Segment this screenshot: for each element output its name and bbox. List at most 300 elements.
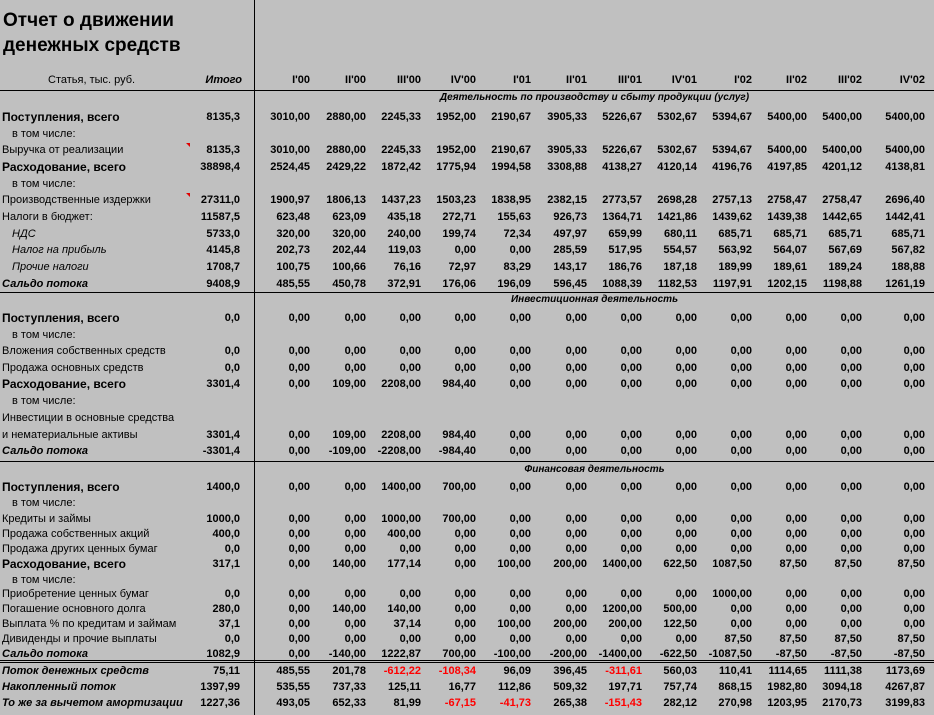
row-value: 2757,13 [712, 194, 752, 206]
row-value: 0,00 [454, 588, 476, 600]
row-value: 700,00 [442, 513, 476, 525]
row-label: Расходование, всего [2, 377, 126, 391]
row-value: 96,09 [503, 665, 531, 677]
row-label: Расходование, всего [2, 557, 126, 571]
row-value: 0,00 [565, 429, 587, 441]
row-value: 0,00 [399, 633, 421, 645]
row-value: 1202,15 [767, 278, 807, 290]
row-value: 0,00 [288, 445, 310, 457]
row-value: 0,00 [903, 513, 925, 525]
row-value: -1087,50 [708, 648, 752, 660]
row-total: 1082,9 [206, 648, 240, 660]
row-value: 87,50 [834, 558, 862, 570]
row-total: 3301,4 [206, 429, 240, 441]
row-value: 0,00 [840, 445, 862, 457]
row-value: 0,00 [675, 378, 697, 390]
row-value: 0,00 [509, 481, 531, 493]
row-value: 0,00 [288, 543, 310, 555]
row-value: 497,97 [553, 228, 587, 240]
row-value: 0,00 [454, 362, 476, 374]
row-value: 700,00 [442, 481, 476, 493]
row-value: 0,00 [509, 603, 531, 615]
row-value: 282,12 [663, 697, 697, 709]
header-quarter: I'00 [292, 74, 310, 86]
row-total: 75,11 [213, 665, 240, 677]
row-value: 450,78 [332, 278, 366, 290]
row-total: 280,0 [212, 603, 240, 615]
row-value: 0,00 [344, 513, 366, 525]
row-value: 485,55 [276, 665, 310, 677]
row-value: 2382,15 [547, 194, 587, 206]
row-value: 0,00 [730, 528, 752, 540]
row-label: Сальдо потока [2, 278, 89, 290]
row-value: 0,00 [344, 633, 366, 645]
table-row [0, 176, 934, 193]
row-value: 5226,67 [602, 144, 642, 156]
row-total: 4145,8 [206, 244, 240, 256]
row-value: 5400,00 [767, 144, 807, 156]
row-value: 685,71 [718, 228, 752, 240]
row-value: 737,33 [332, 681, 366, 693]
row-value: 0,00 [840, 378, 862, 390]
row-value: 3094,18 [822, 681, 862, 693]
table-row [0, 495, 934, 512]
row-label: Выручка от реализации [2, 144, 124, 156]
row-value: 0,00 [288, 633, 310, 645]
row-value: 0,00 [903, 345, 925, 357]
row-value: -87,50 [830, 648, 862, 660]
row-value: 0,00 [903, 618, 925, 630]
table-row [0, 343, 934, 360]
row-value: 0,00 [344, 618, 366, 630]
row-value: 0,00 [454, 244, 476, 256]
row-value: 0,00 [903, 543, 925, 555]
row-total: 9408,9 [206, 278, 240, 290]
row-value: 2429,22 [326, 161, 366, 173]
row-total: 8135,3 [206, 144, 240, 156]
row-value: 0,00 [399, 362, 421, 374]
row-value: 0,00 [785, 603, 807, 615]
row-value: 109,00 [332, 429, 366, 441]
row-value: 1173,69 [885, 665, 925, 677]
row-value: -311,61 [605, 665, 642, 677]
row-value: 0,00 [620, 633, 642, 645]
row-value: 0,00 [785, 345, 807, 357]
row-value: 1421,86 [657, 211, 697, 223]
table-row [0, 242, 934, 259]
row-value: 0,00 [730, 603, 752, 615]
row-value: 1364,71 [602, 211, 642, 223]
row-value: 189,61 [773, 261, 807, 273]
title-line-2: денежных средств [3, 35, 181, 56]
row-label: Выплата % по кредитам и займам [2, 618, 177, 630]
row-value: 0,00 [675, 362, 697, 374]
row-value: 0,00 [840, 618, 862, 630]
row-value: 0,00 [675, 312, 697, 324]
row-divider [0, 292, 934, 293]
row-value: 0,00 [785, 429, 807, 441]
row-value: 0,00 [903, 378, 925, 390]
row-value: 0,00 [675, 429, 697, 441]
row-value: 685,71 [828, 228, 862, 240]
row-divider [0, 660, 934, 661]
table-row [0, 142, 934, 159]
row-value: 0,00 [785, 481, 807, 493]
row-value: 1114,65 [768, 665, 807, 677]
row-value: 984,40 [442, 429, 476, 441]
row-value: 2190,67 [491, 144, 531, 156]
row-value: 140,00 [332, 603, 366, 615]
row-value: 2208,00 [381, 378, 421, 390]
row-value: 984,40 [442, 378, 476, 390]
row-value: 1087,50 [712, 558, 752, 570]
row-value: 196,09 [497, 278, 531, 290]
row-value: 5302,67 [657, 111, 697, 123]
row-value: 5302,67 [657, 144, 697, 156]
row-value: 0,00 [675, 588, 697, 600]
row-value: 1806,13 [326, 194, 366, 206]
table-row [0, 109, 934, 126]
row-value: 0,00 [509, 513, 531, 525]
row-value: 189,99 [718, 261, 752, 273]
row-value: 0,00 [785, 362, 807, 374]
table-row [0, 159, 934, 176]
row-value: 0,00 [565, 543, 587, 555]
table-row [0, 310, 934, 327]
row-value: 189,24 [828, 261, 862, 273]
row-label: Продажа других ценных бумаг [2, 543, 158, 555]
table-row [0, 376, 934, 393]
row-value: 0,00 [509, 588, 531, 600]
row-value: 0,00 [509, 429, 531, 441]
row-value: 4138,27 [602, 161, 642, 173]
row-value: 2698,28 [657, 194, 697, 206]
row-value: 177,14 [387, 558, 421, 570]
row-value: 1982,80 [767, 681, 807, 693]
row-label: Накопленный поток [2, 681, 116, 693]
row-value: 0,00 [344, 312, 366, 324]
row-value: 87,50 [724, 633, 752, 645]
row-divider [0, 662, 934, 663]
table-row [0, 126, 934, 143]
row-label: и нематериальные активы [2, 429, 138, 441]
row-value: -2208,00 [377, 445, 421, 457]
row-value: 0,00 [509, 445, 531, 457]
row-value: -612,22 [383, 665, 421, 677]
row-value: 3199,83 [885, 697, 925, 709]
row-value: 0,00 [454, 528, 476, 540]
row-value: 0,00 [903, 528, 925, 540]
row-label: в том числе: [12, 329, 76, 341]
row-value: 652,33 [332, 697, 366, 709]
row-value: 186,76 [608, 261, 642, 273]
row-value: 2524,45 [270, 161, 310, 173]
row-value: 0,00 [840, 312, 862, 324]
row-value: 2880,00 [326, 144, 366, 156]
row-value: 0,00 [399, 312, 421, 324]
row-label: Вложения собственных средств [2, 345, 166, 357]
row-value: 285,59 [553, 244, 587, 256]
header-quarter: II'02 [786, 74, 807, 86]
row-value: 2245,33 [381, 144, 421, 156]
row-value: 622,50 [663, 558, 697, 570]
row-value: 2170,73 [822, 697, 862, 709]
row-value: 0,00 [565, 603, 587, 615]
row-value: 680,11 [663, 228, 697, 240]
row-total: 1227,36 [200, 697, 240, 709]
row-value: 0,00 [288, 603, 310, 615]
row-value: 2208,00 [381, 429, 421, 441]
row-value: 685,71 [773, 228, 807, 240]
row-value: 493,05 [276, 697, 310, 709]
row-label: Поступления, всего [2, 480, 120, 494]
row-total: 0,0 [224, 345, 240, 357]
header-quarter: IV'02 [899, 74, 925, 86]
row-value: 87,50 [897, 633, 925, 645]
row-value: -622,50 [659, 648, 697, 660]
row-value: 0,00 [454, 633, 476, 645]
row-value: 155,63 [497, 211, 531, 223]
row-value: 0,00 [288, 481, 310, 493]
row-total: 0,0 [224, 633, 240, 645]
table-header [0, 74, 934, 91]
row-total: 27311,0 [200, 194, 240, 206]
row-value: 3905,33 [547, 144, 587, 156]
row-label: в том числе: [12, 128, 76, 140]
row-value: 623,48 [276, 211, 310, 223]
row-value: 0,00 [785, 513, 807, 525]
section-title-investing: Инвестиционная деятельность [510, 294, 679, 305]
row-value: 0,00 [785, 618, 807, 630]
row-value: 176,06 [442, 278, 476, 290]
row-value: 0,00 [675, 513, 697, 525]
row-value: 509,32 [553, 681, 587, 693]
row-value: 0,00 [903, 429, 925, 441]
row-label: Кредиты и займы [2, 513, 91, 525]
row-value: 270,98 [718, 697, 752, 709]
row-value: 0,00 [509, 244, 531, 256]
row-value: 1442,41 [885, 211, 925, 223]
table-row [0, 226, 934, 243]
row-value: -109,00 [328, 445, 366, 457]
row-value: 560,03 [663, 665, 697, 677]
row-value: 87,50 [834, 633, 862, 645]
row-value: 0,00 [903, 445, 925, 457]
row-value: 0,00 [288, 528, 310, 540]
row-value: 0,00 [730, 429, 752, 441]
row-value: 0,00 [785, 378, 807, 390]
row-value: 197,71 [608, 681, 642, 693]
row-value: 435,18 [387, 211, 421, 223]
row-value: 100,00 [497, 618, 531, 630]
row-value: 0,00 [730, 543, 752, 555]
row-value: 1111,38 [824, 665, 862, 677]
row-total: 38898,4 [200, 161, 240, 173]
row-value: -108,34 [438, 665, 476, 677]
row-value: 0,00 [840, 513, 862, 525]
row-value: 5394,67 [712, 144, 752, 156]
row-value: 0,00 [288, 345, 310, 357]
row-value: 757,74 [663, 681, 697, 693]
row-value: 0,00 [620, 429, 642, 441]
table-row [0, 695, 934, 712]
row-value: 4138,81 [885, 161, 925, 173]
row-total: 1708,7 [206, 261, 240, 273]
row-value: 0,00 [399, 543, 421, 555]
row-value: 200,00 [553, 558, 587, 570]
row-value: 0,00 [288, 378, 310, 390]
row-label: Погашение основного долга [2, 603, 146, 615]
row-value: 0,00 [840, 481, 862, 493]
header-quarter: II'01 [566, 74, 587, 86]
row-label: Прочие налоги [12, 261, 89, 273]
row-value: 0,00 [675, 633, 697, 645]
row-total: 1400,0 [206, 481, 240, 493]
row-value: 0,00 [509, 312, 531, 324]
row-value: 0,00 [730, 362, 752, 374]
row-value: 81,99 [393, 697, 421, 709]
row-value: 100,00 [497, 558, 531, 570]
row-value: 1400,00 [381, 481, 421, 493]
row-value: 100,75 [276, 261, 310, 273]
row-value: 0,00 [620, 543, 642, 555]
row-value: 659,99 [608, 228, 642, 240]
row-value: 140,00 [332, 558, 366, 570]
row-value: 0,00 [620, 345, 642, 357]
row-total: 3301,4 [206, 378, 240, 390]
row-value: 109,00 [332, 378, 366, 390]
row-value: 400,00 [387, 528, 421, 540]
row-value: 3905,33 [547, 111, 587, 123]
row-total: -3301,4 [202, 445, 240, 457]
row-value: 87,50 [779, 633, 807, 645]
row-value: 0,00 [288, 362, 310, 374]
row-total: 0,0 [224, 312, 240, 324]
row-value: 0,00 [565, 445, 587, 457]
row-value: 76,16 [393, 261, 421, 273]
row-label: НДС [12, 228, 36, 240]
row-value: 0,00 [344, 588, 366, 600]
row-value: 0,00 [675, 543, 697, 555]
row-value: 1200,00 [602, 603, 642, 615]
row-value: 0,00 [903, 603, 925, 615]
row-value: 926,73 [553, 211, 587, 223]
row-value: 0,00 [730, 378, 752, 390]
row-value: 1000,00 [712, 588, 752, 600]
table-row [0, 663, 934, 680]
row-value: 1203,95 [767, 697, 807, 709]
row-value: 0,00 [509, 345, 531, 357]
row-value: 1900,97 [270, 194, 310, 206]
row-value: 202,73 [276, 244, 310, 256]
row-label: Производственные издержки [2, 194, 151, 206]
row-value: 0,00 [288, 648, 310, 660]
row-value: 0,00 [840, 588, 862, 600]
table-row [0, 360, 934, 377]
row-label: Дивиденды и прочие выплаты [2, 633, 157, 645]
section-title-operating: Деятельность по производству и сбыту продукции (услуг) [439, 92, 750, 103]
row-label: Продажа основных средств [2, 362, 144, 374]
row-value: 0,00 [454, 345, 476, 357]
page-title [3, 8, 253, 58]
row-value: 119,03 [387, 244, 421, 256]
row-value: 0,00 [565, 528, 587, 540]
row-value: 0,00 [785, 445, 807, 457]
row-value: 0,00 [399, 588, 421, 600]
row-value: -100,00 [493, 648, 531, 660]
section-title-financing: Финансовая деятельность [524, 464, 665, 475]
row-value: 4201,12 [822, 161, 862, 173]
row-value: 0,00 [565, 362, 587, 374]
row-value: 1775,94 [436, 161, 476, 173]
table-row [0, 192, 934, 209]
row-value: 0,00 [288, 618, 310, 630]
row-value: 0,00 [344, 362, 366, 374]
row-value: -140,00 [328, 648, 366, 660]
row-value: 0,00 [785, 543, 807, 555]
row-value: 0,00 [344, 481, 366, 493]
row-value: 5400,00 [885, 111, 925, 123]
row-value: 110,41 [718, 665, 752, 677]
row-value: 0,00 [730, 345, 752, 357]
row-value: 0,00 [454, 312, 476, 324]
row-value: 0,00 [903, 588, 925, 600]
row-value: 0,00 [730, 445, 752, 457]
row-label: Приобретение ценных бумаг [2, 588, 149, 600]
row-value: 0,00 [620, 528, 642, 540]
row-total: 5733,0 [206, 228, 240, 240]
row-total: 0,0 [224, 543, 240, 555]
row-value: 2245,33 [381, 111, 421, 123]
row-value: 5400,00 [822, 144, 862, 156]
row-value: 4196,76 [712, 161, 752, 173]
row-total: 11587,5 [200, 211, 240, 223]
row-total: 0,0 [224, 588, 240, 600]
row-value: 202,44 [332, 244, 366, 256]
row-value: -1400,00 [598, 648, 642, 660]
row-value: 1838,95 [491, 194, 531, 206]
row-value: 1000,00 [381, 513, 421, 525]
row-value: 4267,87 [885, 681, 925, 693]
row-total: 8135,3 [206, 111, 240, 123]
row-value: 1442,65 [822, 211, 862, 223]
row-value: 0,00 [565, 588, 587, 600]
row-value: 2880,00 [326, 111, 366, 123]
row-total: 400,0 [212, 528, 240, 540]
row-value: 72,34 [503, 228, 531, 240]
row-value: 0,00 [399, 345, 421, 357]
row-value: -67,15 [444, 697, 476, 709]
row-value: 125,11 [387, 681, 421, 693]
row-value: 0,00 [288, 558, 310, 570]
row-value: 0,00 [454, 558, 476, 570]
row-value: 0,00 [509, 362, 531, 374]
row-value: 396,45 [553, 665, 587, 677]
row-value: 200,00 [553, 618, 587, 630]
row-value: 700,00 [442, 648, 476, 660]
row-value: 567,69 [828, 244, 862, 256]
table-row [0, 410, 934, 427]
row-value: 199,74 [442, 228, 476, 240]
row-value: 72,97 [448, 261, 476, 273]
row-total: 0,0 [224, 362, 240, 374]
row-value: 5394,67 [712, 111, 752, 123]
row-label: Сальдо потока [2, 648, 89, 660]
row-value: 143,17 [553, 261, 587, 273]
row-value: 87,50 [897, 558, 925, 570]
header-quarter: I'02 [734, 74, 752, 86]
row-value: 1872,42 [381, 161, 421, 173]
